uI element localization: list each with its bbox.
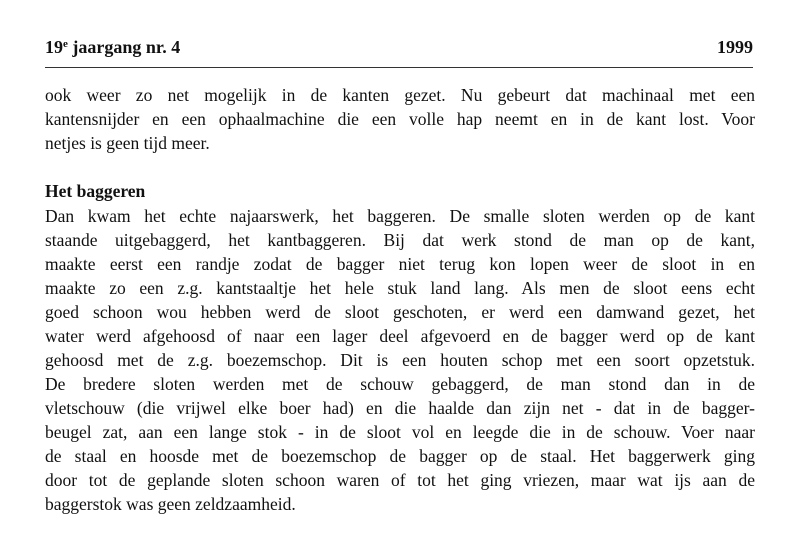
intro-line-2: kantensnijder en een ophaalmachine die een volle hap neemt en in de kant lost. Voor bbox=[45, 109, 755, 129]
body-line-3: maakte eerst een randje zodat de bagger niet terug kon lopen weer de sloot in en bbox=[45, 254, 755, 274]
body-line-8: De bredere sloten werden met de schouw gebaggerd, de man stond dan in de bbox=[45, 374, 755, 394]
body-line-10: beugel zat, aan een lange stok - in de sloot vol en leegde die in de schouw. Voer naar bbox=[45, 422, 755, 442]
body-line-13: baggerstok was geen zeldzaamheid. bbox=[45, 494, 296, 514]
body-line-9: vletschouw (die vrijwel elke boer had) en die haalde dan zijn net - dat in de bagger- bbox=[45, 398, 755, 418]
body-line-12: door tot de geplande sloten schoon waren of tot het ging vriezen, maar wat ijs aan de bbox=[45, 470, 755, 490]
intro-line-1: ook weer zo net mogelijk in de kanten gezet. Nu gebeurt dat machinaal met een bbox=[45, 85, 755, 105]
body-line-6: water werd afgehoosd of naar een lager deel afgevoerd en de bagger werd op de kant bbox=[45, 326, 755, 346]
year-label: 1999 bbox=[717, 37, 753, 57]
header-rule bbox=[45, 67, 753, 68]
intro-line-3: netjes is geen tijd meer. bbox=[45, 133, 210, 153]
body-line-1: Dan kwam het echte najaarswerk, het baggeren. De smalle sloten werden op de kant bbox=[45, 206, 755, 226]
section-heading: Het baggeren bbox=[45, 181, 146, 201]
body-line-4: maakte zo een z.g. kantstaaltje het hele stuk land lang. Als men de sloot eens echt bbox=[45, 278, 755, 298]
body-line-2: staande uitgebaggerd, het kantbaggeren. Bij dat werk stond de man op de kant, bbox=[45, 230, 755, 250]
running-header bbox=[45, 36, 753, 60]
body-line-11: de staal en hoosde met de boezemschop de bagger op de staal. Het baggerwerk ging bbox=[45, 446, 755, 466]
issue-label: 19e jaargang nr. 4 bbox=[45, 37, 181, 57]
body-line-5: goed schoon wou hebben werd de sloot geschoten, er werd een damwand gezet, het bbox=[45, 302, 755, 322]
body-line-7: gehoosd met de z.g. boezemschop. Dit is een houten schop met een soort opzetstuk. bbox=[45, 350, 755, 370]
